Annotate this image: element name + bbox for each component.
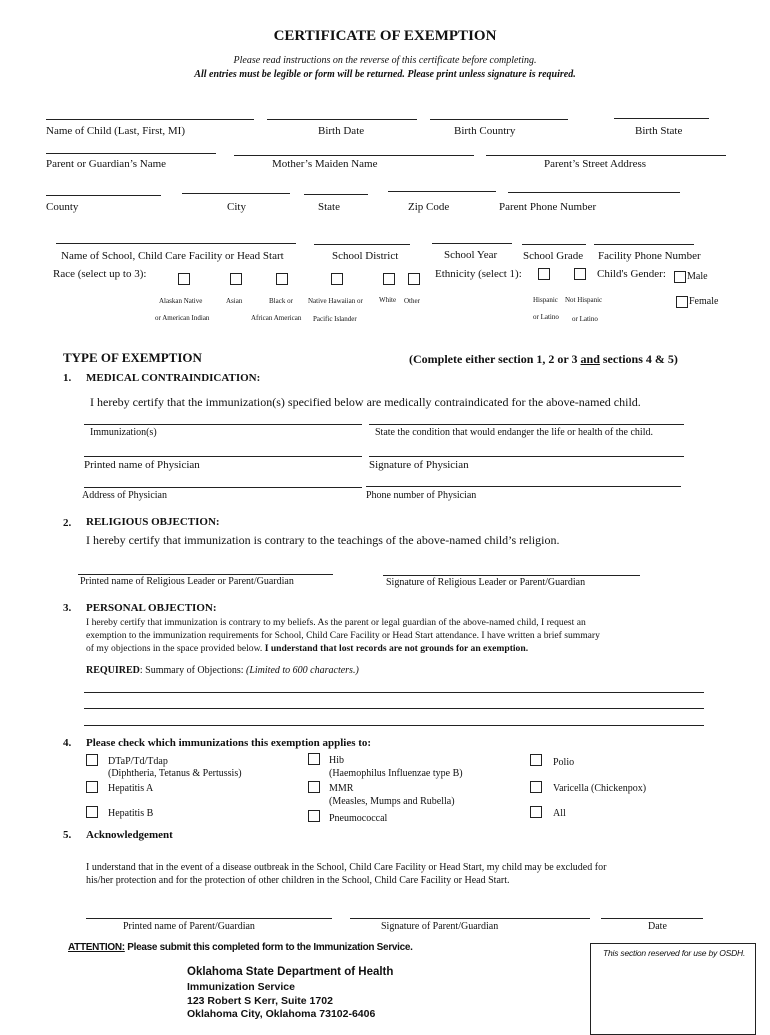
footer-street: 123 Robert S Kerr, Suite 1702 — [187, 995, 333, 1007]
child-name-label: Name of Child (Last, First, MI) — [46, 125, 186, 137]
city-line[interactable] — [182, 193, 290, 194]
pneumococcal-checkbox[interactable] — [308, 810, 320, 822]
physician-name-line[interactable] — [84, 456, 362, 457]
immunizations-label: Immunization(s) — [90, 427, 157, 438]
polio-checkbox[interactable] — [530, 754, 542, 766]
race-hawaiian-label-1: Native Hawaiian or — [308, 297, 363, 305]
mmr-checkbox[interactable] — [308, 781, 320, 793]
attention-notice: ATTENTION: Please submit this completed form to the Immunization Service. — [68, 942, 413, 953]
parent-printed-name-label: Printed name of Parent/Guardian — [123, 921, 255, 932]
hepatitis-b-label: Hepatitis B — [108, 808, 154, 819]
race-hawaiian-label-2: Pacific Islander — [313, 315, 357, 323]
ethnicity-hispanic-label-1: Hispanic — [533, 296, 558, 304]
hib-checkbox[interactable] — [308, 753, 320, 765]
ethnicity-label: Ethnicity (select 1): — [435, 268, 522, 280]
race-label: Race (select up to 3): — [53, 268, 147, 280]
section-4-title: Please check which immunizations this exemption applies to: — [86, 737, 372, 749]
birth-date-line[interactable] — [267, 119, 417, 120]
form-title: CERTIFICATE OF EXEMPTION — [273, 28, 497, 44]
state-line[interactable] — [304, 194, 368, 195]
section-3-title: PERSONAL OBJECTION: — [86, 602, 217, 614]
physician-address-label: Address of Physician — [82, 490, 167, 501]
race-alaskan-label-1: Alaskan Native — [159, 297, 203, 305]
parent-phone-label: Parent Phone Number — [499, 201, 597, 213]
section-2-number: 2. — [63, 517, 72, 529]
condition-line[interactable] — [369, 424, 684, 425]
race-asian-label: Asian — [226, 297, 243, 305]
religious-leader-name-label: Printed name of Religious Leader or Parent/Guardian — [80, 576, 294, 587]
gender-female-label: Female — [689, 296, 719, 307]
section-3-line-1: I hereby certify that immunization is contrary to my beliefs. As the parent or legal guardian of the above-named child, I request an — [86, 617, 586, 628]
religious-leader-name-line[interactable] — [78, 574, 333, 575]
varicella-checkbox[interactable] — [530, 781, 542, 793]
race-hawaiian-checkbox[interactable] — [331, 273, 343, 285]
footer-org-name: Oklahoma State Department of Health — [187, 966, 394, 978]
race-black-label-2: African American — [251, 314, 302, 322]
race-alaskan-label-2: or American Indian — [155, 314, 210, 322]
gender-male-checkbox[interactable] — [674, 271, 686, 283]
school-grade-line[interactable] — [522, 244, 586, 245]
instructions-line-2: All entries must be legible or form will be returned. Please print unless signature is required. — [194, 69, 576, 80]
birth-country-label: Birth Country — [454, 125, 516, 137]
objection-summary-line-2[interactable] — [84, 708, 704, 709]
objection-summary-line-3[interactable] — [84, 725, 704, 726]
hib-sublabel: (Haemophilus Influenzae type B) — [329, 768, 463, 779]
section-2-title: RELIGIOUS OBJECTION: — [86, 516, 220, 528]
varicella-label: Varicella (Chickenpox) — [553, 783, 647, 794]
race-asian-checkbox[interactable] — [230, 273, 242, 285]
parent-signature-line[interactable] — [350, 918, 590, 919]
parent-phone-line[interactable] — [508, 192, 680, 193]
footer-city: Oklahoma City, Oklahoma 73102-6406 — [187, 1008, 376, 1020]
race-black-label-1: Black or — [269, 297, 293, 305]
race-alaskan-checkbox[interactable] — [178, 273, 190, 285]
birth-country-line[interactable] — [430, 119, 568, 120]
city-label: City — [227, 201, 246, 213]
section-1-title: MEDICAL CONTRAINDICATION: — [86, 372, 261, 384]
maiden-name-label: Mother’s Maiden Name — [272, 158, 378, 170]
type-of-exemption-note: (Complete either section 1, 2 or 3 and sections 4 & 5) — [409, 352, 678, 366]
facility-phone-line[interactable] — [594, 244, 694, 245]
ethnicity-hispanic-label-2: or Latino — [533, 313, 559, 321]
gender-female-checkbox[interactable] — [676, 296, 688, 308]
instructions-line-1: Please read instructions on the reverse of this certificate before completing. — [233, 55, 537, 66]
school-name-label: Name of School, Child Care Facility or Head Start — [61, 250, 284, 262]
acknowledgement-line-1: I understand that in the event of a disease outbreak in the School, Child Care Facility or Head Start, my child may be excluded for — [86, 862, 607, 873]
type-of-exemption-heading: TYPE OF EXEMPTION — [63, 350, 202, 365]
dtap-label: DTaP/Td/Tdap — [108, 756, 168, 767]
date-line[interactable] — [601, 918, 703, 919]
facility-phone-label: Facility Phone Number — [598, 250, 701, 262]
school-district-line[interactable] — [314, 244, 410, 245]
section-5-title: Acknowledgement — [86, 829, 173, 841]
ethnicity-not-hispanic-label-2: or Latino — [572, 315, 598, 323]
school-year-label: School Year — [444, 249, 498, 261]
race-other-label: Other — [404, 297, 420, 305]
mmr-label: MMR — [329, 783, 354, 794]
physician-signature-label: Signature of Physician — [369, 459, 469, 471]
gender-label: Child's Gender: — [597, 268, 666, 280]
school-grade-label: School Grade — [523, 250, 584, 262]
section-1-number: 1. — [63, 372, 72, 384]
race-white-checkbox[interactable] — [383, 273, 395, 285]
race-other-checkbox[interactable] — [408, 273, 420, 285]
section-2-statement: I hereby certify that immunization is contrary to the teachings of the above-named child’s religion. — [86, 533, 560, 547]
parent-printed-name-line[interactable] — [86, 918, 332, 919]
school-district-label: School District — [332, 250, 399, 262]
section-4-number: 4. — [63, 737, 72, 749]
all-label: All — [553, 808, 566, 819]
zip-line[interactable] — [388, 191, 496, 192]
mmr-sublabel: (Measles, Mumps and Rubella) — [329, 796, 455, 807]
school-name-line[interactable] — [56, 243, 296, 244]
ethnicity-not-hispanic-checkbox[interactable] — [574, 268, 586, 280]
hepatitis-a-checkbox[interactable] — [86, 781, 98, 793]
birth-state-line[interactable] — [614, 118, 709, 119]
section-3-line-2: exemption to the immunization requirements for School, Child Care Facility or Head Start attendance. I have written a brief summary — [86, 630, 600, 641]
ethnicity-hispanic-checkbox[interactable] — [538, 268, 550, 280]
physician-phone-label: Phone number of Physician — [366, 490, 477, 501]
polio-label: Polio — [553, 757, 575, 768]
section-3-line-3: of my objections in the space provided below. I understand that lost records are not grounds for an exemption. — [86, 643, 529, 654]
county-label: County — [46, 201, 79, 213]
ethnicity-not-hispanic-label-1: Not Hispanic — [565, 296, 603, 304]
footer-department: Immunization Service — [187, 981, 295, 993]
physician-address-line[interactable] — [84, 487, 362, 488]
all-checkbox[interactable] — [530, 806, 542, 818]
parent-name-label: Parent or Guardian’s Name — [46, 158, 167, 170]
osdh-reserved-label: This section reserved for use by OSDH. — [603, 948, 746, 958]
race-black-checkbox[interactable] — [276, 273, 288, 285]
physician-signature-line[interactable] — [369, 456, 684, 457]
hepatitis-b-checkbox[interactable] — [86, 806, 98, 818]
zip-label: Zip Code — [408, 201, 450, 213]
objection-summary-line-1[interactable] — [84, 692, 704, 693]
street-address-line[interactable] — [486, 155, 726, 156]
school-year-line[interactable] — [432, 243, 512, 244]
osdh-reserved-box — [590, 943, 756, 1035]
dtap-sublabel: (Diphtheria, Tetanus & Pertussis) — [108, 768, 242, 779]
birth-state-label: Birth State — [635, 125, 683, 137]
child-name-line[interactable] — [46, 119, 254, 120]
date-label: Date — [648, 921, 667, 932]
immunizations-line[interactable] — [84, 424, 362, 425]
maiden-name-line[interactable] — [234, 155, 474, 156]
parent-name-line[interactable] — [46, 153, 216, 154]
dtap-checkbox[interactable] — [86, 754, 98, 766]
physician-phone-line[interactable] — [366, 486, 681, 487]
section-1-statement: I hereby certify that the immunization(s) specified below are medically contraindicated for the above-named child. — [90, 395, 641, 409]
religious-leader-signature-label: Signature of Religious Leader or Parent/Guardian — [386, 577, 586, 588]
section-5-number: 5. — [63, 829, 72, 841]
condition-label: State the condition that would endanger the life or health of the child. — [375, 427, 653, 438]
religious-leader-signature-line[interactable] — [383, 575, 640, 576]
gender-male-label: Male — [687, 271, 708, 282]
required-summary-label: REQUIRED: Summary of Objections: (Limited to 600 characters.) — [86, 665, 359, 676]
hib-label: Hib — [329, 755, 344, 766]
section-3-number: 3. — [63, 602, 72, 614]
hepatitis-a-label: Hepatitis A — [108, 783, 154, 794]
street-address-label: Parent’s Street Address — [544, 158, 647, 170]
state-label: State — [318, 201, 340, 213]
parent-signature-label: Signature of Parent/Guardian — [381, 921, 499, 932]
pneumococcal-label: Pneumococcal — [329, 813, 388, 824]
physician-name-label: Printed name of Physician — [84, 459, 200, 471]
acknowledgement-line-2: his/her protection and for the protection of other children in the School, Child Care Facility or Head Start. — [86, 875, 510, 886]
county-line[interactable] — [46, 195, 161, 196]
birth-date-label: Birth Date — [318, 125, 365, 137]
race-white-label: White — [379, 296, 397, 304]
